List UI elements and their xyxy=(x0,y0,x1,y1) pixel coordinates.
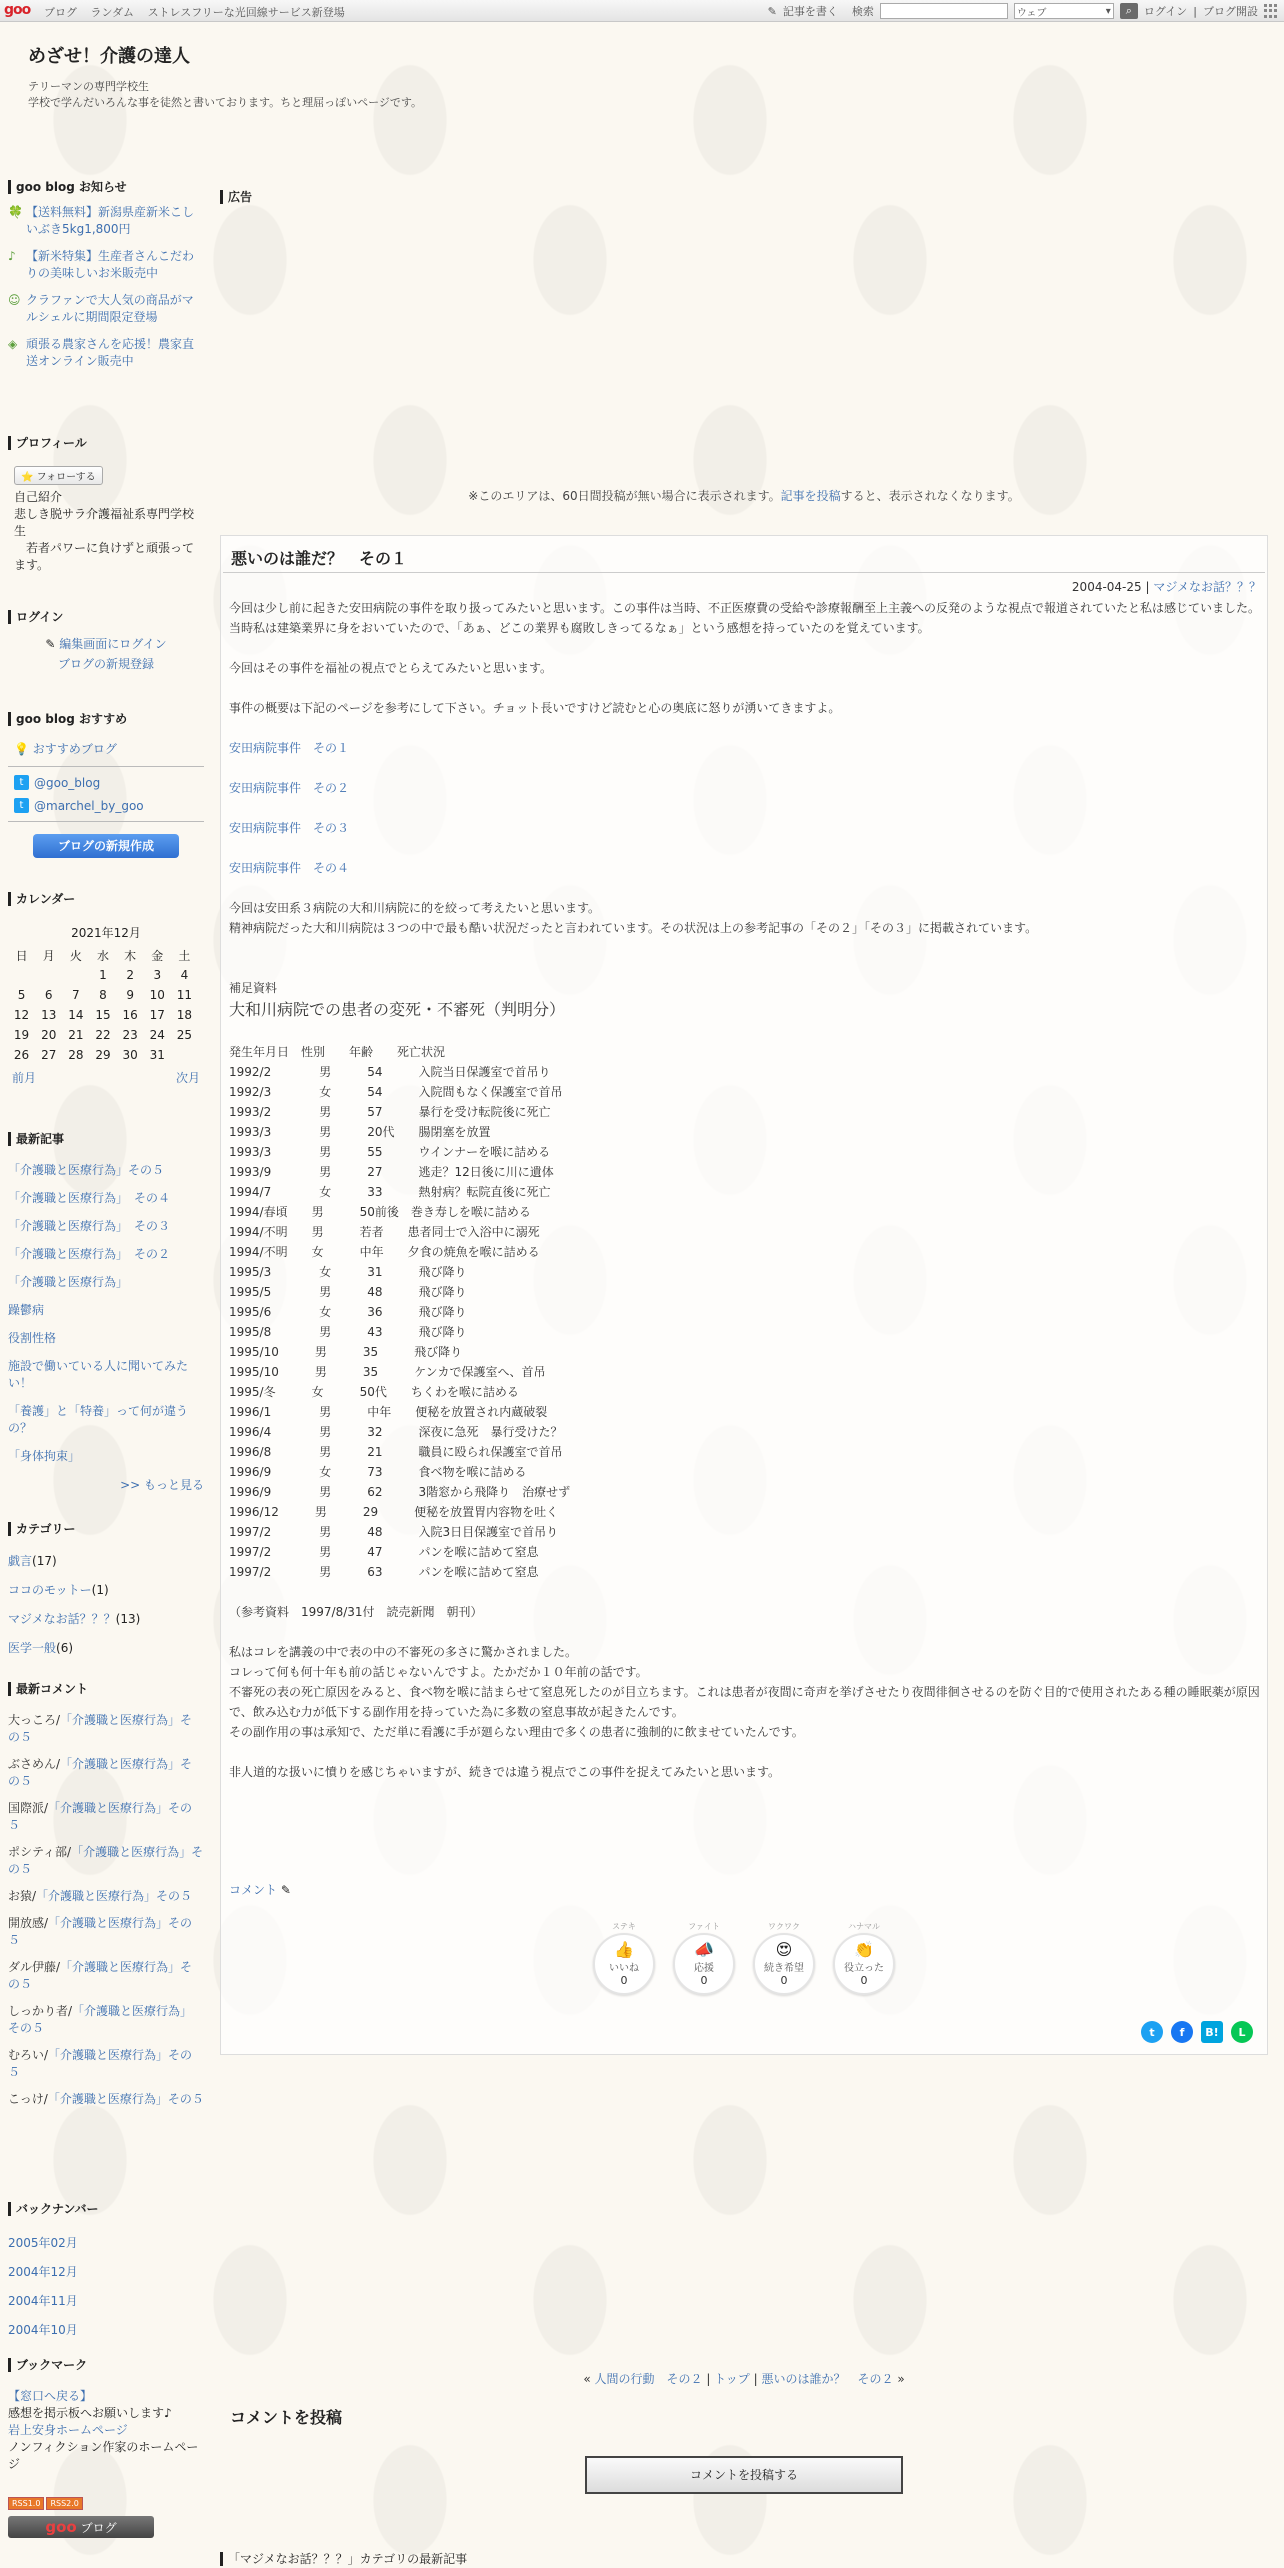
paragraph: 今回は少し前に起きた安田病院の事件を取り扱ってみたいと思います。この事件は当時、不正医療費の受給や診療報酬至上主義への反発のような視点で報道されていたと私は感じていました。 xyxy=(229,601,1261,615)
table-row: 1995/5 男 48 飛び降り xyxy=(229,1285,467,1299)
table-row: 1996/12 男 29 便秘を放置胃内容物を吐く xyxy=(229,1505,559,1519)
table-row: 1993/9 男 27 逃走？12日後に川に遺体 xyxy=(229,1165,554,1179)
latest-article-item xyxy=(8,1162,204,1179)
paragraph: その副作用の事は承知で、ただ単に看護に手が廻らない理由で多くの患者に強制的に飲ませていたんです。 xyxy=(229,1725,804,1739)
category-link[interactable]: 医学一般 xyxy=(8,1641,57,1655)
table-row: 1995/8 男 43 飛び降り xyxy=(229,1325,467,1339)
pen-icon[interactable]: ✎ xyxy=(280,1883,291,1897)
reaction-caption: ワクワク xyxy=(768,1922,800,1931)
notice-link[interactable]: クラファンで大人気の商品がマルシェルに期間限定登場 xyxy=(26,293,194,324)
search-scope-select[interactable]: ウェブ ▾ xyxy=(1014,3,1114,19)
calendar-weekday: 金 xyxy=(151,948,164,963)
nav-blog[interactable]: ブログ xyxy=(44,6,77,19)
reaction-emoji-icon: 📣 xyxy=(694,1940,714,1959)
reaction-emoji-icon: 😍 xyxy=(775,1940,793,1959)
apps-grid-icon[interactable] xyxy=(1264,4,1278,18)
comment-article-link[interactable]: 「介護職と医療行為」その５ xyxy=(8,2004,193,2035)
nav-random[interactable]: ランダム xyxy=(90,6,135,19)
bookmark-description: ノンフィクション作家のホームページ xyxy=(8,2440,199,2471)
notice-item xyxy=(8,292,204,326)
bookmark-section xyxy=(8,2358,204,2538)
calendar-day: 3 xyxy=(153,968,162,982)
divider xyxy=(8,821,204,822)
calendar-day: 16 xyxy=(122,1008,138,1022)
table-row: 1996/1 男 中年 便秘を放置され内蔵破裂 xyxy=(229,1405,548,1419)
reaction-label: いいね xyxy=(609,1963,639,1974)
calendar-day: 23 xyxy=(122,1028,138,1042)
comment-author: ポシティ部/ xyxy=(8,1845,72,1859)
edit-login-link[interactable]: 編集画面にログイン xyxy=(59,637,167,651)
table-row: 1997/2 男 48 入院3日目保護室で首吊り xyxy=(229,1525,559,1539)
calendar-heading: カレンダー xyxy=(8,892,204,906)
latest-article-item xyxy=(8,1246,204,1263)
top-right-tools xyxy=(768,2,1278,20)
latest-article-item xyxy=(8,1358,204,1392)
hatena-share-icon[interactable]: B! xyxy=(1201,2021,1223,2043)
calendar-prev-link[interactable]: 前月 xyxy=(12,1071,37,1085)
paragraph: 今回はその事件を福祉の視点でとらえてみたいと思います。 xyxy=(229,661,553,675)
reaction-label: 続き希望 xyxy=(764,1963,804,1974)
paragraph: 精神病院だった大和川病院は３つの中で最も酷い状況だったと言われています。その状況は上の参考記事の「その２」「その３」に掲載されています。 xyxy=(229,921,1038,935)
notice-item xyxy=(8,204,204,238)
login-section xyxy=(8,610,204,674)
back-number-link[interactable]: 2004年11月 xyxy=(8,2294,78,2308)
notice-section xyxy=(8,180,204,380)
latest-article-link[interactable]: 「身体拘束」 xyxy=(8,1449,81,1463)
category-item xyxy=(8,1610,204,1627)
recent-comment-item xyxy=(8,2091,204,2108)
recent-comment-item xyxy=(8,1712,204,1746)
calendar-day: 22 xyxy=(95,1028,111,1042)
table-row: 1993/3 男 55 ウインナーを喉に詰める xyxy=(229,1145,551,1159)
article-date: 2004-04-25 xyxy=(1071,580,1142,594)
recent-comment-item xyxy=(8,1959,204,1993)
lightbulb-icon: 💡 xyxy=(14,742,33,756)
latest-article-item xyxy=(8,1330,204,1347)
paragraph: 事件の概要は下記のページを参考にして下さい。チョット長いですけど読むと心の奥底に怒りが湧いてきますよ。 xyxy=(229,701,841,715)
back-number-section xyxy=(8,2202,204,2350)
notice-icon: 🍀 xyxy=(8,205,23,219)
facebook-share-icon[interactable]: f xyxy=(1171,2021,1193,2043)
reaction-button[interactable] xyxy=(593,1933,655,1995)
divider xyxy=(223,572,1265,573)
ad-heading: 広告 xyxy=(220,190,1268,204)
table-row: 1993/2 男 57 暴行を受け転院後に死亡 xyxy=(229,1105,551,1119)
goo-logo[interactable]: goo xyxy=(4,2,31,18)
recent-comment-item xyxy=(8,1844,204,1878)
twitter-icon: t xyxy=(14,775,29,790)
open-blog-link[interactable]: ブログ開設 xyxy=(1203,5,1258,18)
calendar-day: 18 xyxy=(176,1008,193,1022)
calendar-day: 11 xyxy=(176,988,193,1002)
table-row: 1995/冬 女 50代 ちくわを喉に詰める xyxy=(229,1385,519,1399)
reaction-0[interactable] xyxy=(593,1921,655,1995)
paragraph: 不審死の表の死亡原因をみると、食べ物を喉に詰まらせて窒息死したのが目立ちます。これは患者が夜間に奇声を挙げさせたり夜間徘徊させるのを防ぐ目的で使用されたある種の睡眠薬が原因で、飲み込む力が低下する副作用を持っていた為に多数の窒息事故が起きたんです。 xyxy=(229,1685,1260,1719)
calendar-day: 2 xyxy=(126,968,134,982)
calendar-day: 20 xyxy=(41,1028,57,1042)
rss1-badge[interactable]: RSS1.0 xyxy=(8,2497,44,2510)
table-header: 発生年月日 性別 年齢 死亡状況 xyxy=(229,1045,446,1059)
calendar-day xyxy=(171,1045,198,1065)
calendar-day: 14 xyxy=(68,1008,84,1022)
category-count: (1) xyxy=(91,1583,109,1597)
new-register-link[interactable]: ブログの新規登録 xyxy=(57,657,154,671)
reference-note: （参考資料 1997/8/31付 読売新聞 朝刊） xyxy=(229,1605,483,1619)
latest-article-link[interactable]: 「介護職と医療行為」 その２ xyxy=(8,1247,171,1261)
category-item xyxy=(8,1639,204,1656)
create-blog-button[interactable]: ブログの新規作成 xyxy=(33,834,179,858)
search-label: 検索 xyxy=(851,5,874,18)
blog-header xyxy=(28,42,628,110)
twitter-share-icon[interactable]: t xyxy=(1141,2021,1163,2043)
table-row: 1994/不明 女 中年 夕食の焼魚を喉に詰める xyxy=(229,1245,540,1259)
top-nav xyxy=(44,4,355,20)
table-row: 1995/3 女 31 飛び降り xyxy=(229,1265,467,1279)
calendar-day: 6 xyxy=(44,988,53,1002)
comments-heading: 最新コメント xyxy=(8,1682,204,1696)
category-count: (13) xyxy=(115,1612,141,1626)
pen-icon[interactable]: ✎ xyxy=(767,4,777,18)
post-comment-heading: コメントを投稿 xyxy=(230,2408,343,2427)
share-buttons xyxy=(1141,2021,1253,2043)
comment-article-link[interactable]: 「介護職と医療行為」その５ xyxy=(36,1889,193,1903)
paragraph: コレって何も何十年も前の話じゃないんですよ。たかだか１０年前の話です。 xyxy=(229,1665,648,1679)
category-count: (17) xyxy=(32,1554,57,1568)
blog-subtitle: テリーマンの専門学校生 xyxy=(28,80,149,93)
login-link[interactable]: ログイン xyxy=(1143,5,1188,18)
article-meta: 2004-04-25 | マジメなお話？？？ xyxy=(1071,580,1261,594)
table-row: 1994/7 女 33 熱射病？転院直後に死亡 xyxy=(229,1185,551,1199)
table-row: 1993/3 男 20代 腸閉塞を放置 xyxy=(229,1125,491,1139)
calendar-section xyxy=(8,892,204,1086)
reaction-button[interactable] xyxy=(673,1933,735,1995)
reaction-button[interactable] xyxy=(753,1933,815,1995)
reaction-label: 応援 xyxy=(694,1963,714,1974)
calendar-day: 25 xyxy=(176,1028,193,1042)
supplement-label: 補足資料 xyxy=(229,981,278,995)
calendar-day: 30 xyxy=(122,1048,138,1062)
calendar-day: 17 xyxy=(149,1008,165,1022)
calendar-weekday: 日 xyxy=(15,948,28,963)
calendar-day xyxy=(35,965,62,985)
back-number-item xyxy=(8,2234,204,2251)
reaction-buttons xyxy=(593,1921,895,1995)
notice-icon: ♪ xyxy=(8,249,16,263)
profile-line: 悲しき脱サラ介護福祉系専門学校生 xyxy=(14,507,195,538)
recommend-blog-link[interactable]: おすすめブログ xyxy=(32,742,117,756)
category-link[interactable]: ココのモットー xyxy=(8,1583,92,1597)
calendar-day: 8 xyxy=(99,988,107,1002)
table-row: 1995/10 男 35 飛び降り xyxy=(229,1345,463,1359)
comment-author: こっけ/ xyxy=(8,2092,48,2106)
reference-link[interactable]: 安田病院事件 その４ xyxy=(229,861,350,875)
latest-article-link[interactable]: 「養護」と「特養」って何が違うの？ xyxy=(8,1404,189,1435)
line-share-icon[interactable]: L xyxy=(1231,2021,1253,2043)
recent-comment-item xyxy=(8,1915,204,1949)
twitter-icon: t xyxy=(14,798,29,813)
recent-comment-item xyxy=(8,2003,204,2037)
bookmark-item xyxy=(8,2388,204,2422)
calendar-day: 21 xyxy=(68,1028,84,1042)
top-bar xyxy=(0,0,1284,22)
calendar-day: 10 xyxy=(149,988,165,1002)
notice-icon: ☺ xyxy=(8,293,21,307)
reaction-caption: ステキ xyxy=(612,1922,636,1931)
bookmark-item xyxy=(8,2422,204,2473)
comment-link[interactable]: コメント xyxy=(229,1883,278,1897)
ad-note: ※このエリアは、60日間投稿が無い場合に表示されます。記事を投稿すると、表示されなくなります。 xyxy=(468,489,1020,503)
calendar-day: 13 xyxy=(41,1008,57,1022)
divider xyxy=(8,766,204,767)
calendar-weekday: 土 xyxy=(178,948,191,963)
comment-author: むろい/ xyxy=(8,2048,49,2062)
comment-article-link[interactable]: 「介護職と医療行為」その５ xyxy=(8,1916,193,1947)
notice-link[interactable]: 【送料無料】新潟県産新米こしいぶき5kg1,800円 xyxy=(26,205,195,236)
latest-article-link[interactable]: 躁鬱病 xyxy=(8,1303,45,1317)
post-article-link[interactable]: 記事を投稿 xyxy=(780,489,841,503)
recent-comment-item xyxy=(8,2047,204,2081)
article xyxy=(220,535,1268,2055)
top-link[interactable]: トップ xyxy=(714,2372,750,2386)
calendar-day: 9 xyxy=(126,988,134,1002)
comment-author: ダル伊藤/ xyxy=(8,1960,61,1974)
reaction-2[interactable] xyxy=(753,1921,815,1995)
more-link[interactable]: >> もっと見る xyxy=(120,1478,204,1492)
article-pager: « 人間の行動 その２ | トップ | 悪いのは誰か？ その２ » xyxy=(583,2372,905,2386)
latest-article-item xyxy=(8,1218,204,1235)
reaction-count: 0 xyxy=(860,1974,868,1987)
profile-section xyxy=(8,436,204,574)
comment-article-link[interactable]: 「介護職と医療行為」その５ xyxy=(8,1801,193,1832)
table-row: 1996/4 男 32 深夜に急死 暴行受けた？ xyxy=(229,1425,563,1439)
profile-heading: プロフィール xyxy=(8,436,204,450)
notice-item xyxy=(8,248,204,282)
reaction-emoji-icon: 👍 xyxy=(614,1940,634,1959)
notice-link[interactable]: 【新米特集】生産者さんこだわりの美味しいお米販売中 xyxy=(26,249,195,280)
calendar-day: 12 xyxy=(13,1008,30,1022)
comment-article-link[interactable]: 「介護職と医療行為」その５ xyxy=(47,2092,204,2106)
twitter-goo-blog-link[interactable]: @goo_blog xyxy=(34,775,101,790)
table-row: 1996/8 男 21 職員に殴られ保護室で首吊 xyxy=(229,1445,563,1459)
comment-article-link[interactable]: 「介護職と医療行為」その５ xyxy=(8,1845,204,1876)
goo-blog-logo[interactable]: goo ブログ xyxy=(8,2516,154,2538)
reaction-caption: ハナマル xyxy=(848,1922,880,1931)
back-number-item xyxy=(8,2263,204,2280)
paragraph: 今回は安田系３病院の大和川病院に的を絞って考えたいと思います。 xyxy=(229,901,601,915)
comment-area xyxy=(229,1881,291,1898)
comment-author: 大っころ/ xyxy=(8,1713,61,1727)
latest-article-link[interactable]: 「介護職と医療行為」 その４ xyxy=(8,1191,171,1205)
latest-article-link[interactable]: 「介護職と医療行為」 その３ xyxy=(8,1219,171,1233)
calendar-day: 29 xyxy=(95,1048,111,1062)
back-number-link[interactable]: 2004年12月 xyxy=(8,2265,78,2279)
paragraph: 私はコレを講義の中で表の中の不審死の多さに驚かされました。 xyxy=(229,1645,578,1659)
bookmark-description: 感想を掲示板へお願いします♪ xyxy=(8,2406,172,2420)
category-latest-heading: 「マジメなお話？？？」カテゴリの最新記事 xyxy=(220,2552,467,2566)
table-row: 1992/3 女 54 入院間もなく保護室で首吊 xyxy=(229,1085,563,1099)
latest-article-link[interactable]: 役割性格 xyxy=(8,1331,57,1345)
reaction-1[interactable] xyxy=(673,1921,735,1995)
article-title[interactable]: 悪いのは誰だ？ その１ xyxy=(231,549,408,568)
recent-comment-item xyxy=(8,1800,204,1834)
latest-articles-section xyxy=(8,1132,204,1493)
notice-heading: goo blog お知らせ xyxy=(8,180,204,194)
recommend-heading: goo blog おすすめ xyxy=(8,712,204,726)
calendar-weekday: 水 xyxy=(96,948,109,963)
reference-link[interactable]: 安田病院事件 その１ xyxy=(229,741,350,755)
calendar-weekday: 木 xyxy=(124,948,137,963)
latest-article-item xyxy=(8,1403,204,1437)
comment-author: 開放感/ xyxy=(8,1916,49,1930)
reaction-count: 0 xyxy=(780,1974,788,1987)
category-link[interactable]: 戯言 xyxy=(8,1554,33,1568)
calendar-day: 4 xyxy=(180,968,189,982)
write-article-link[interactable]: 記事を書く xyxy=(782,5,838,18)
table-row: 1997/2 男 63 パンを喉に詰めて窒息 xyxy=(229,1565,539,1579)
calendar-day: 1 xyxy=(99,968,107,982)
divider: | xyxy=(1193,4,1197,18)
blog-description: 学校で学んだいろんな事を徒然と書いております。ちと理屈っぽいページです。 xyxy=(28,96,423,109)
twitter-marchel-link[interactable]: @marchel_by_goo xyxy=(34,798,144,813)
rss2-badge[interactable]: RSS2.0 xyxy=(46,2497,82,2510)
comment-article-link[interactable]: 「介護職と医療行為」その５ xyxy=(8,1757,193,1788)
article-category-link[interactable]: マジメなお話？？？ xyxy=(1153,580,1261,594)
comment-article-link[interactable]: 「介護職と医療行為」その５ xyxy=(8,2048,193,2079)
category-heading: カテゴリー xyxy=(8,1522,204,1536)
search-input[interactable] xyxy=(880,3,1008,19)
calendar-day: 7 xyxy=(72,988,80,1002)
table-row: 1995/6 女 36 飛び降り xyxy=(229,1305,467,1319)
table-row: 1996/9 男 62 3階窓から飛降り 治療せず xyxy=(229,1485,571,1499)
reaction-caption: ファイト xyxy=(688,1922,720,1931)
calendar-day xyxy=(62,965,89,985)
calendar-day: 24 xyxy=(149,1028,165,1042)
back-number-item xyxy=(8,2292,204,2309)
calendar-day: 28 xyxy=(68,1048,84,1062)
paragraph: 非人道的な扱いに憤りを感じちゃいますが、続きでは違う視点でこの事件を捉えてみたいと思います。 xyxy=(229,1765,781,1779)
profile-label: 自己紹介 xyxy=(14,490,63,504)
reaction-label: 役立った xyxy=(844,1963,884,1974)
calendar-day: 15 xyxy=(95,1008,111,1022)
bookmark-link[interactable]: 岩上安身ホームページ xyxy=(8,2423,128,2437)
reaction-3[interactable] xyxy=(833,1921,895,1995)
category-count: (6) xyxy=(56,1641,74,1655)
back-number-link[interactable]: 2004年10月 xyxy=(8,2323,78,2337)
blog-title[interactable]: めざせ！介護の達人 xyxy=(28,46,190,67)
category-item xyxy=(8,1552,204,1569)
recent-comment-item xyxy=(8,1888,204,1905)
table-row: 1995/10 男 35 ケンカで保護室へ、首吊 xyxy=(229,1365,546,1379)
chevron-down-icon: ▾ xyxy=(1105,5,1111,17)
recommend-section xyxy=(8,712,204,858)
paragraph: 当時私は建築業界に身をおいていたので、「あぁ、どこの業界も腐敗しきってるなぁ」という感想を持っていたのを覚えています。 xyxy=(229,621,930,635)
latest-article-link[interactable]: 「介護職と医療行為」 xyxy=(8,1275,129,1289)
calendar-month: 2021年12月 xyxy=(71,926,141,940)
calendar-day: 31 xyxy=(149,1048,165,1062)
follow-button[interactable]: ⭐ フォローする xyxy=(14,466,103,485)
notice-item xyxy=(8,336,204,370)
comment-author: ぶさめん/ xyxy=(8,1757,61,1771)
comment-author: お猿/ xyxy=(8,1889,37,1903)
reaction-count: 0 xyxy=(620,1974,628,1987)
latest-article-item xyxy=(8,1274,204,1291)
calendar-weekday: 火 xyxy=(69,948,82,963)
comment-author: しっかり者/ xyxy=(8,2004,73,2018)
latest-article-link[interactable]: 施設で働いている人に聞いてみたい！ xyxy=(8,1359,189,1390)
post-comment-button[interactable]: コメントを投稿する xyxy=(585,2456,903,2494)
prev-article-link[interactable]: 人間の行動 その２ xyxy=(594,2372,703,2386)
calendar-day: 26 xyxy=(13,1048,30,1062)
profile-line: 若者パワーに負けずと頑張ってます。 xyxy=(14,541,195,572)
nav-promo[interactable]: ストレスフリーな光回線サービス新登場 xyxy=(147,6,345,19)
table-row: 1994/春頃 男 50前後 巻き寿しを喉に詰める xyxy=(229,1205,531,1219)
category-item xyxy=(8,1581,204,1598)
back-number-link[interactable]: 2005年02月 xyxy=(8,2236,78,2250)
recent-comment-item xyxy=(8,1756,204,1790)
category-section xyxy=(8,1522,204,1668)
main-content xyxy=(220,180,1268,2566)
login-heading: ログイン xyxy=(8,610,204,624)
comment-article-link[interactable]: 「介護職と医療行為」その５ xyxy=(8,1960,193,1991)
table-row: 1996/9 女 73 食べ物を喉に詰める xyxy=(229,1465,527,1479)
calendar-day xyxy=(8,965,35,985)
comment-article-link[interactable]: 「介護職と医療行為」その５ xyxy=(8,1713,193,1744)
table-row: 1992/2 男 54 入院当日保護室で首吊り xyxy=(229,1065,551,1079)
reference-link[interactable]: 安田病院事件 その２ xyxy=(229,781,350,795)
table-row: 1997/2 男 47 パンを喉に詰めて窒息 xyxy=(229,1545,539,1559)
search-icon[interactable]: ⌕ xyxy=(1120,3,1138,19)
comment-author: 国際派/ xyxy=(8,1801,49,1815)
next-article-link[interactable]: 悪いのは誰か？ その２ xyxy=(761,2372,894,2386)
category-link[interactable]: マジメなお話？？？ xyxy=(8,1612,116,1626)
notice-icon: ◈ xyxy=(8,337,18,351)
calendar-day: 27 xyxy=(41,1048,57,1062)
reaction-emoji-icon: 👏 xyxy=(854,1940,874,1959)
reaction-button[interactable] xyxy=(833,1933,895,1995)
latest-heading: 最新記事 xyxy=(8,1132,204,1146)
bookmark-heading: ブックマーク xyxy=(8,2358,204,2372)
latest-article-item xyxy=(8,1190,204,1207)
pen-icon: ✎ xyxy=(45,637,60,651)
calendar-day: 5 xyxy=(17,988,26,1002)
calendar-day: 19 xyxy=(13,1028,30,1042)
recent-comments-section xyxy=(8,1682,204,2118)
reference-link[interactable]: 安田病院事件 その３ xyxy=(229,821,350,835)
table-heading: 大和川病院での患者の変死・不審死（判明分） xyxy=(229,1000,566,1019)
back-number-heading: バックナンバー xyxy=(8,2202,204,2216)
latest-article-item xyxy=(8,1302,204,1319)
notice-link[interactable]: 頑張る農家さんを応援！農家直送オンライン販売中 xyxy=(26,337,195,368)
calendar-table xyxy=(8,945,198,1065)
back-number-item xyxy=(8,2321,204,2338)
article-body xyxy=(229,598,1261,1782)
calendar-weekday: 月 xyxy=(42,948,55,963)
calendar-next-link[interactable]: 次月 xyxy=(175,1071,200,1085)
latest-article-item xyxy=(8,1448,204,1465)
reaction-count: 0 xyxy=(700,1974,708,1987)
latest-article-link[interactable]: 「介護職と医療行為」その５ xyxy=(8,1163,165,1177)
table-row: 1994/不明 男 若者 患者同士で入浴中に溺死 xyxy=(229,1225,540,1239)
bookmark-link[interactable]: 【窓口へ戻る】 xyxy=(8,2389,93,2403)
